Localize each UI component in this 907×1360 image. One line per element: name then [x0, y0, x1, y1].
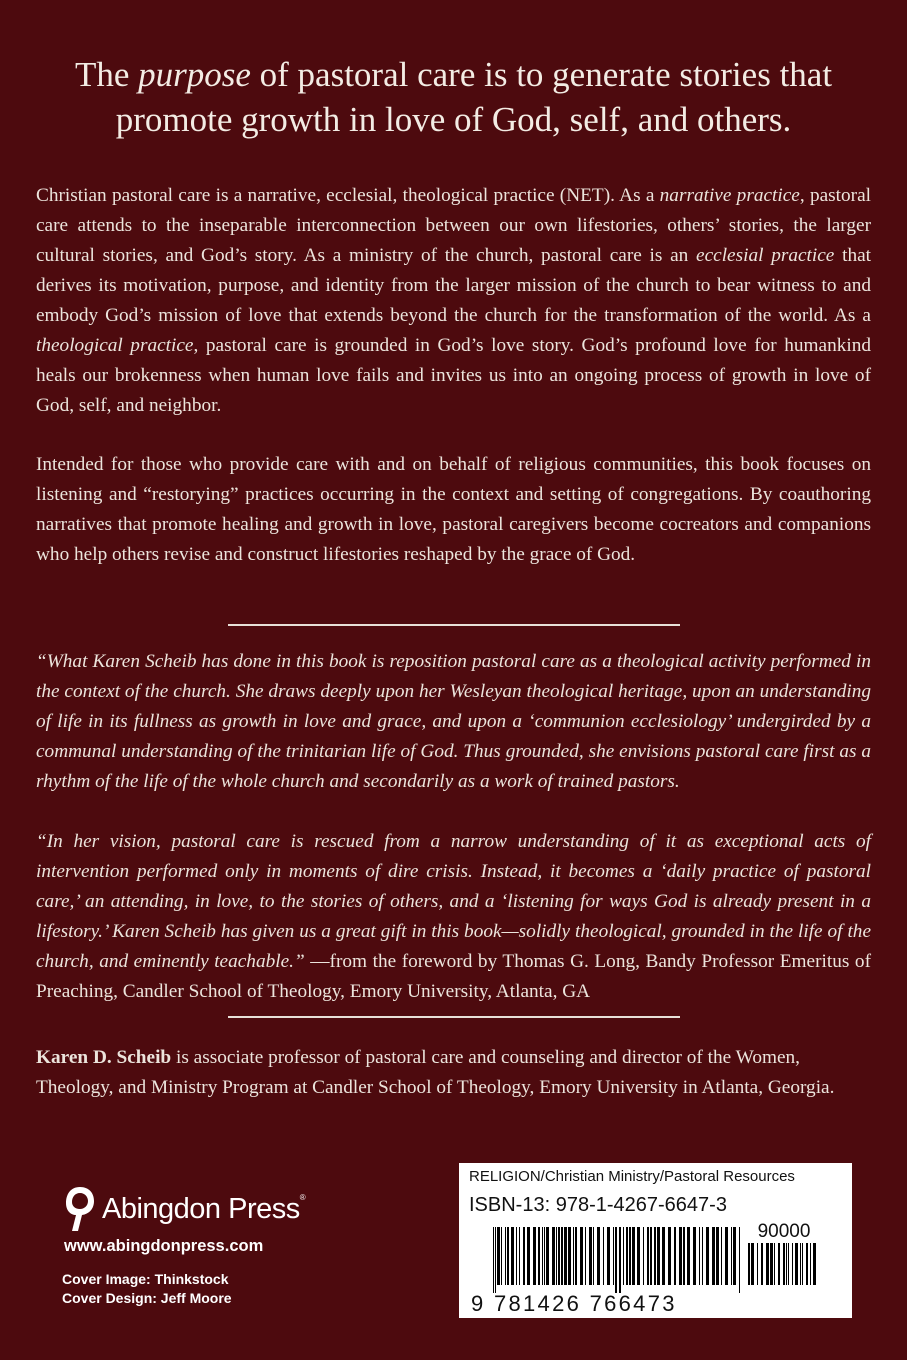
barcode-bar	[523, 1227, 525, 1285]
cover-design-credit: Cover Design: Jeff Moore	[62, 1290, 232, 1306]
headline	[40, 52, 867, 142]
barcode-bar	[561, 1227, 563, 1285]
barcode-bar	[544, 1227, 545, 1285]
intro-text-3: that derives its motivation, purpose, and identity from the larger mission of the church to bear witness to and embody God’s mission of love that extends beyond the church for the transformation of the world. As a	[36, 245, 871, 326]
barcode-bar	[795, 1243, 798, 1285]
barcode-bar	[786, 1243, 787, 1285]
barcode-bar	[813, 1243, 816, 1285]
barcode-bar	[564, 1227, 567, 1285]
cover-credits	[62, 1270, 232, 1308]
barcode-bar	[751, 1243, 754, 1285]
barcode-bar	[533, 1227, 536, 1285]
barcode-bar	[761, 1243, 763, 1285]
barcode-bar	[800, 1243, 801, 1285]
intro-text-1: Christian pastoral care is a narrative, ecclesial, theological practice (NET). As a	[36, 185, 660, 206]
barcode-bar	[497, 1227, 500, 1285]
author-name: Karen D. Scheib	[36, 1047, 172, 1068]
barcode-bar	[580, 1227, 583, 1285]
intro-emphasis-ecclesial: ecclesial practice	[696, 245, 835, 266]
barcode-bar	[647, 1227, 649, 1285]
barcode-bar	[806, 1243, 808, 1285]
barcode-bar	[650, 1227, 652, 1285]
isbn: ISBN-13: 978-1-4267-6647-3	[469, 1194, 727, 1216]
barcode-bar	[597, 1227, 600, 1285]
barcode-bar	[712, 1227, 715, 1285]
intro-text-2: , pastoral care attends to the inseparable interconnection between our own lifestories, others’ stories, the larger cultural stories, and God’s story. As a ministry of the church, pastoral care is an	[36, 185, 871, 266]
barcode-bar	[687, 1227, 690, 1285]
barcode-bar	[538, 1227, 540, 1285]
divider	[228, 624, 680, 626]
barcode-bar	[501, 1227, 502, 1285]
intro-text-4: , pastoral care is grounded in God’s love story. God’s profound love for humankind heals our brokenness when human love fails and invites us into an ongoing process of growth in love of God, self, and neighbor.	[36, 335, 871, 416]
barcode-bar	[657, 1227, 660, 1285]
barcode-bar	[623, 1227, 624, 1285]
publisher-logo	[62, 1185, 305, 1233]
endorsement-quote-1: “What Karen Scheib has done in this book is reposition pastoral care as a theological activity performed in the context of the church. She draws deeply upon her Wesleyan theological heritage, upon an understanding of life in its fullness as growth in love and grace, and upon a ‘communion ecclesiology’ undergirded by a communal understanding of the trinitarian life of God. Thus grounded, she envisions pastoral care first as a rhythm of the life of the whole church and secondarily as a work of trained pastors.	[36, 651, 871, 792]
divider	[228, 1016, 680, 1018]
barcode-bar	[607, 1227, 610, 1285]
barcode-bar	[668, 1227, 671, 1285]
barcode-bar	[716, 1227, 719, 1285]
barcode-bar	[731, 1227, 732, 1285]
barcode-bar	[802, 1243, 803, 1285]
barcode-bar	[693, 1227, 696, 1285]
bisac-category: RELIGION/Christian Ministry/Pastoral Resources	[469, 1168, 795, 1185]
barcode-bar	[552, 1227, 555, 1285]
barcode-bar	[766, 1243, 769, 1285]
trademark: ®	[299, 1192, 306, 1202]
publisher-block	[62, 1185, 305, 1256]
barcode-bar	[721, 1227, 722, 1285]
barcode-bar	[519, 1227, 520, 1285]
publisher-name	[102, 1193, 305, 1226]
headline-emphasis: purpose	[138, 55, 251, 94]
barcode-bar	[632, 1227, 635, 1285]
intro-paragraph	[36, 181, 871, 421]
barcode-bars	[493, 1227, 742, 1293]
barcode-bar	[558, 1227, 560, 1285]
barcode-bar	[748, 1243, 750, 1285]
barcode-bar	[643, 1227, 644, 1285]
barcode-bar	[493, 1227, 494, 1293]
barcode-bar	[619, 1227, 621, 1293]
barcode-bar	[546, 1227, 549, 1285]
barcode-bar	[702, 1227, 703, 1285]
cover-image-credit: Cover Image: Thinkstock	[62, 1271, 229, 1287]
publisher-name-text: Abingdon Press	[102, 1192, 300, 1225]
barcode-bar	[556, 1227, 557, 1285]
barcode-bar	[542, 1227, 543, 1285]
barcode-bar	[568, 1227, 571, 1285]
quote-attribution: —from the foreword by Thomas G. Long, Bandy Professor Emeritus of Preaching, Candler School of Theology, Emory University, Atlanta, GA	[36, 951, 871, 1002]
author-bio-text: is associate professor of pastoral care and counseling and director of the Women, Theology, and Ministry Program at Candler School of Theology, Emory University in Atlanta, Georgia.	[36, 1047, 835, 1098]
barcode-bar	[757, 1243, 758, 1285]
barcode-bar	[613, 1227, 614, 1285]
barcode-bar	[733, 1227, 736, 1285]
barcode-bar	[585, 1227, 586, 1285]
barcode-bar	[774, 1243, 775, 1285]
barcode-bar	[629, 1227, 631, 1285]
quote-2-text: “In her vision, pastoral care is rescued from a narrow understanding of it as exceptional acts of intervention performed only in moments of dire crisis. Instead, it becomes a ‘daily practice of pastoral care,’ an attending, in love, to the stories of others, and a ‘listening for ways God is already present in a lifestory.’ Karen Scheib has given us a great gift in this book—solidly theological, grounded in the life of the church, and eminently teachable.”	[36, 831, 871, 972]
barcode-bar	[810, 1243, 811, 1285]
headline-text: The	[74, 55, 139, 94]
barcode-box	[459, 1163, 852, 1318]
barcode-bar	[637, 1227, 640, 1285]
barcode-bar	[788, 1243, 789, 1285]
barcode-bar	[770, 1243, 773, 1285]
author-bio	[36, 1043, 871, 1103]
endorsement-quote-2	[36, 827, 871, 1007]
barcode-bar	[589, 1227, 592, 1285]
abingdon-logo-icon	[62, 1185, 98, 1233]
barcode-bar	[739, 1227, 740, 1293]
barcode-bar	[792, 1243, 793, 1285]
barcode-bar	[615, 1227, 617, 1293]
barcode-bar	[505, 1227, 506, 1285]
barcode-bar	[603, 1227, 604, 1285]
barcode-bar	[516, 1227, 517, 1285]
barcode-number: 9 781426 766473	[471, 1291, 677, 1316]
barcode-bar	[626, 1227, 628, 1285]
barcode-bar	[683, 1227, 685, 1285]
headline-text-rest: of pastoral care is to generate stories that promote growth in love of God, self, and others.	[115, 55, 833, 139]
audience-paragraph: Intended for those who provide care with and on behalf of religious communities, this book focuses on listening and “restorying” practices occurring in the context and setting of congregations. By coauthoring narratives that promote healing and growth in love, pastoral caregivers become cocreators and companions who help others revise and construct lifestories reshaped by the grace of God.	[36, 454, 871, 565]
intro-emphasis-narrative: narrative practice	[659, 185, 800, 206]
barcode-bar	[573, 1227, 574, 1285]
barcode-bar	[507, 1227, 509, 1285]
barcode-bar	[593, 1227, 594, 1285]
intro-emphasis-theological: theological practice	[36, 335, 194, 356]
barcode-bar	[511, 1227, 514, 1285]
barcode-bar	[679, 1227, 682, 1285]
barcode-bar	[495, 1227, 496, 1293]
barcode-bar	[778, 1243, 780, 1285]
barcode-bar	[654, 1227, 656, 1285]
barcode-bar	[575, 1227, 577, 1285]
barcode-bar	[527, 1227, 530, 1285]
barcode-bar	[783, 1243, 785, 1285]
barcode-bar	[706, 1227, 709, 1285]
barcode-bar	[674, 1227, 676, 1285]
barcode-addon-number: 90000	[757, 1221, 811, 1242]
publisher-website[interactable]: www.abingdonpress.com	[64, 1237, 264, 1255]
barcode-bar	[662, 1227, 665, 1285]
barcode-bar	[699, 1227, 700, 1285]
barcode-bar	[725, 1227, 728, 1285]
barcode-addon-bars	[748, 1243, 820, 1293]
